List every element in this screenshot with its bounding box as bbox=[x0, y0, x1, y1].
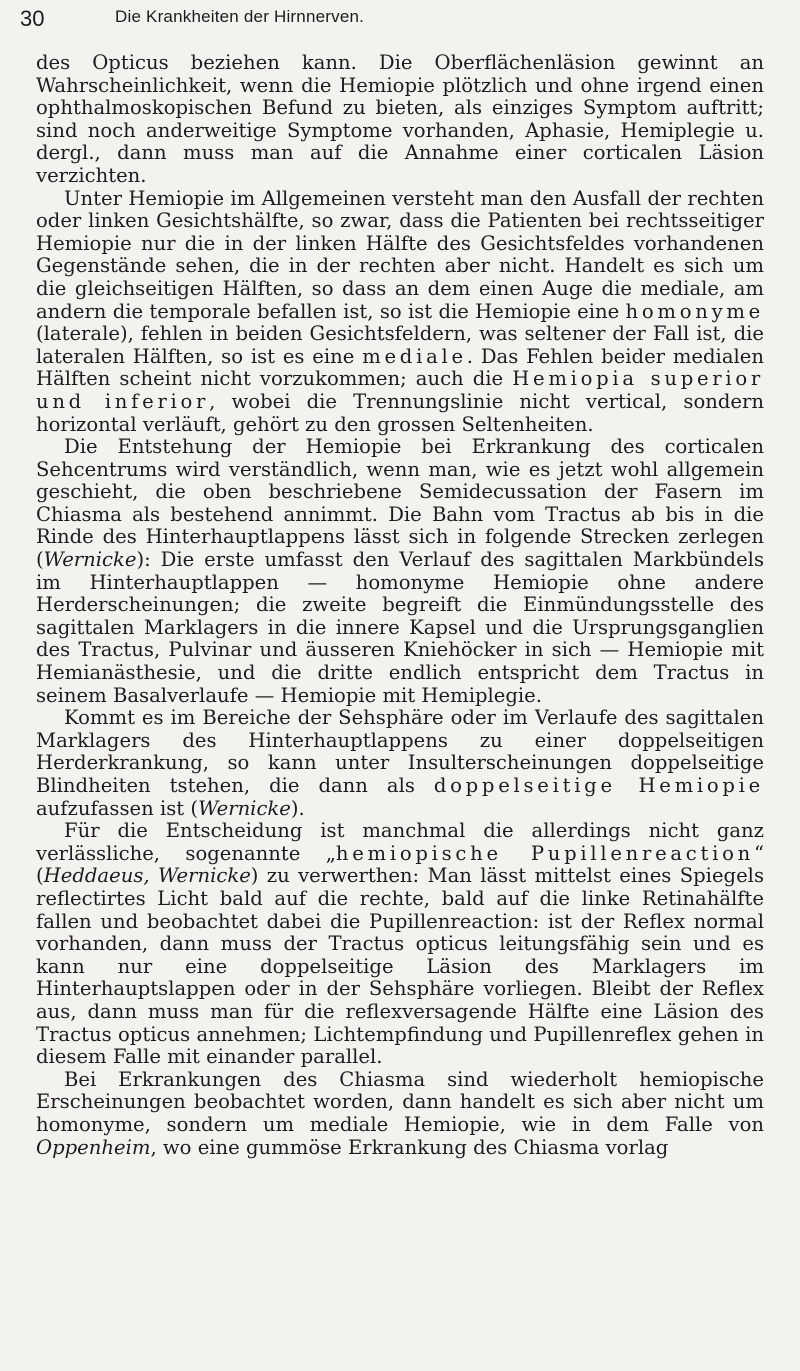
spaced-emphasis: doppelseitige Hemiopie bbox=[433, 774, 764, 797]
text-run: , wo eine gummöse Erkrankung des Chiasma vorlag bbox=[150, 1135, 669, 1159]
text-run: ): Die erste umfasst den Verlauf des sagittalen Markbündels im Hinterhauptlappen — homonyme Hemiopie ohne andere Herderscheinungen; die zweite begreift die Einmündungsstelle des sagittalen Marklagers in die innere Kapsel und die Ursprungsganglien des Tractus, Pulvinar und äusseren Kniehöcker in sich — Hemiopie mit Hemianästhesie, und die dritte endlich entspricht dem Tractus in seinem Basalverlaufe — Hemiopie mit Hemiplegie. bbox=[36, 548, 764, 707]
paragraph bbox=[36, 436, 764, 707]
paragraph bbox=[36, 707, 764, 820]
text-run: (laterale), fehlen in beiden Gesichtsfeldern, was seltener der Fall ist, die lateralen Hälften, so ist es eine bbox=[36, 322, 764, 368]
spaced-emphasis: Hemiopia superior und inferior bbox=[36, 367, 764, 413]
italic-name: Heddaeus, Wernicke bbox=[43, 864, 251, 888]
paragraph bbox=[36, 820, 764, 1069]
italic-name: Oppenheim bbox=[36, 1135, 151, 1159]
text-run: des Opticus beziehen kann. Die Oberflächenläsion gewinnt an Wahrscheinlichkeit, wenn die Hemiopie plötzlich und ohne irgend einen ophthalmoskopischen Befund zu bieten, als einziges Symptom auftritt; sind noch anderweitige Symptome vorhanden, Aphasie, Hemiplegie u. dergl., dann muss man auf die Annahme einer corticalen Läsion verzichten. bbox=[36, 51, 764, 187]
text-run: ) zu verwerthen: Man lässt mittelst eines Spiegels reflectirtes Licht bald auf die rechte, bald auf die linke Retinahälfte fallen und beobachtet dabei die Pupillenreaction: ist der Reflex normal vorhanden, dann muss der Tractus opticus leitungsfähig sein und es kann nur eine doppelseitige Läsion des Marklagers im Hinterhauptslappen oder in der Sehsphäre vorliegen. Bleibt der Reflex aus, dann muss man für die reflexversagende Hälfte eine Läsion des Tractus opticus annehmen; Lichtempfindung und Pupillenreflex gehen in diesem Falle mit einander parallel. bbox=[36, 864, 765, 1069]
text-run: , wobei die Trennungslinie nicht vertical, sondern horizontal verläuft, gehört zu den grossen Seltenheiten. bbox=[36, 389, 764, 436]
page-header bbox=[20, 4, 780, 38]
text-run: Kommt es im Bereiche der Sehsphäre oder im Verlaufe des sagittalen Marklagers des Hinterhauptlappens zu einer doppelseitigen Herderkrankung, so kann unter Insulterscheinungen doppelseitige Blindheiten tstehen, die dann als bbox=[36, 706, 764, 797]
body-text bbox=[36, 52, 764, 1159]
text-run: Die Entstehung der Hemiopie bei Erkrankung des corticalen Sehcentrums wird verständlich, wenn man, wie es jetzt wohl allgemein geschieht, die oben beschriebene Semidecussation der Fasern im Chiasma als bestehend annimmt. Die Bahn vom Tractus ab bis in die Rinde des Hinterhauptlappens lässt sich in folgende Strecken zerlegen ( bbox=[36, 435, 764, 572]
paragraph bbox=[36, 188, 764, 437]
text-run: Für die Entscheidung ist manchmal die allerdings nicht ganz verlässliche, sogenannte „ bbox=[36, 819, 764, 865]
italic-name: Wernicke bbox=[43, 548, 137, 572]
spaced-emphasis: mediale bbox=[362, 344, 467, 368]
text-run: . Das Fehlen beider medialen Hälften scheint nicht vorzukommen; auch die bbox=[36, 344, 764, 391]
paragraph bbox=[36, 52, 764, 188]
text-run: ). bbox=[290, 796, 305, 820]
page-number: 30 bbox=[20, 6, 45, 31]
italic-name: Wernicke bbox=[198, 796, 291, 820]
text-run: Unter Hemiopie im Allgemeinen versteht man den Ausfall der rechten oder linken Gesichtshälfte, so zwar, dass die Patienten bei rechtsseitiger Hemiopie nur die in der linken Hälfte des Gesichtsfeldes vorhandenen Gegenstände sehen, die in der rechten aber nicht. Handelt es sich um die gleichseitigen Hälften, so dass an dem einen Auge die mediale, am andern die temporale befallen ist, so ist die Hemiopie eine bbox=[36, 186, 764, 323]
text-run: “ ( bbox=[36, 841, 764, 888]
running-head: Die Krankheiten der Hirnnerven. bbox=[115, 7, 365, 26]
spaced-emphasis: homonyme bbox=[625, 299, 764, 323]
spaced-emphasis: hemiopische Pupillenreaction bbox=[335, 841, 754, 865]
paragraph bbox=[36, 1069, 764, 1159]
text-run: Bei Erkrankungen des Chiasma sind wiederholt hemiopische Erscheinungen beobachtet worden, dann handelt es sich aber nicht um homonyme, sondern um mediale Hemiopie, wie in dem Falle von bbox=[36, 1067, 764, 1136]
text-run: aufzufassen ist ( bbox=[36, 796, 199, 820]
